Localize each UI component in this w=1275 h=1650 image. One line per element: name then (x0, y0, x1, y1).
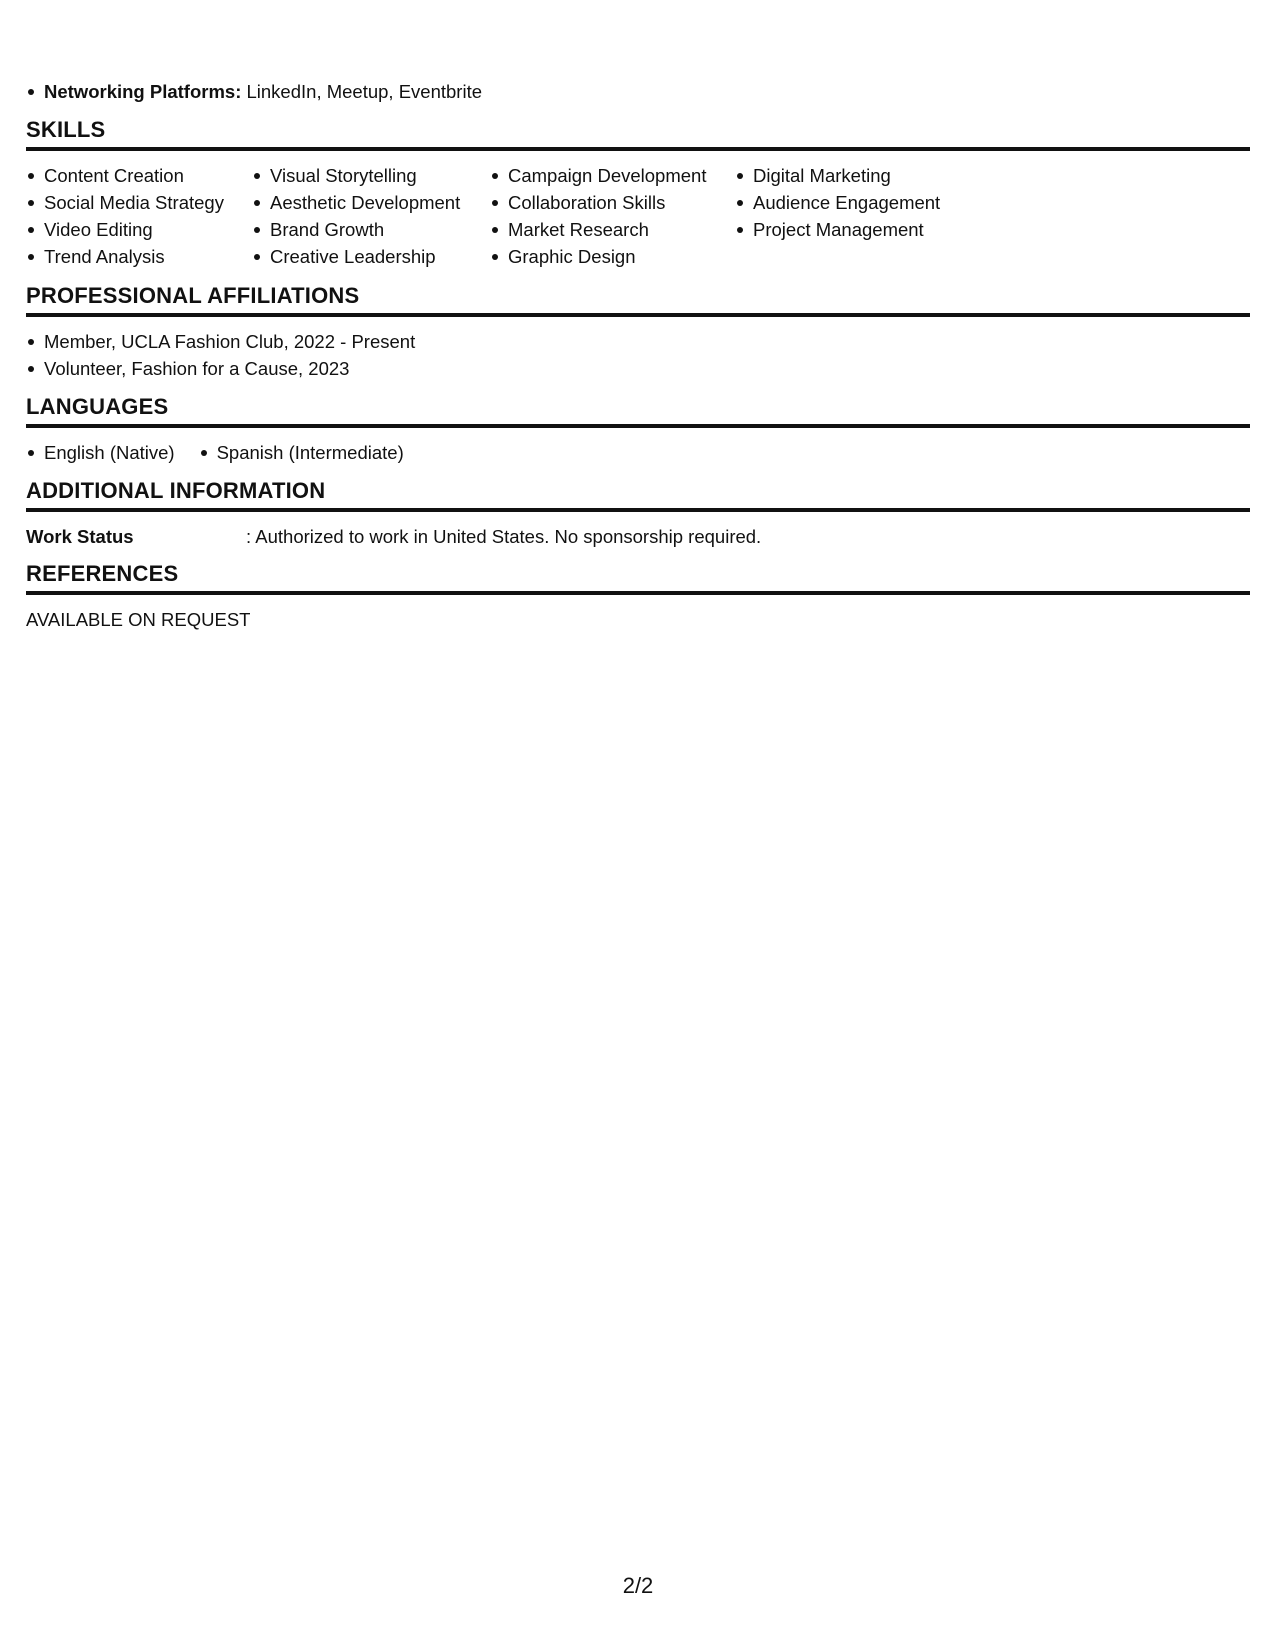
references-text: AVAILABLE ON REQUEST (26, 609, 251, 630)
skill-item: Audience Engagement (735, 189, 975, 216)
skills-heading: SKILLS (26, 116, 1250, 151)
skill-item: Visual Storytelling (252, 162, 490, 189)
page-number: 2/2 (622, 1573, 654, 1598)
skill-item: Digital Marketing (735, 162, 975, 189)
skill-item: Social Media Strategy (26, 189, 252, 216)
work-status-row (26, 523, 761, 550)
work-status-value: : Authorized to work in United States. No sponsorship required. (246, 526, 762, 547)
additional-info-heading: ADDITIONAL INFORMATION (26, 477, 1250, 512)
skills-column (735, 162, 975, 270)
skill-item: Market Research (490, 216, 735, 243)
skills-column (252, 162, 490, 270)
language-item: English (Native) (26, 439, 175, 466)
references-heading: REFERENCES (26, 560, 1250, 595)
skill-item: Trend Analysis (26, 243, 252, 270)
skill-item: Video Editing (26, 216, 252, 243)
affiliations-heading: PROFESSIONAL AFFILIATIONS (26, 282, 1250, 317)
affiliations-list (26, 328, 415, 382)
networking-label: Networking Platforms: (44, 81, 242, 102)
networking-list (26, 78, 482, 105)
languages-heading: LANGUAGES (26, 393, 1250, 428)
networking-platforms-item (26, 78, 482, 105)
skill-item: Brand Growth (252, 216, 490, 243)
work-status-label: Work Status (26, 526, 134, 547)
language-item: Spanish (Intermediate) (199, 439, 404, 466)
skill-item: Campaign Development (490, 162, 735, 189)
languages-list (26, 439, 428, 466)
resume-page (26, 0, 1250, 1650)
skill-item: Graphic Design (490, 243, 735, 270)
skills-grid (26, 162, 975, 270)
networking-value: LinkedIn, Meetup, Eventbrite (241, 81, 483, 102)
affiliation-item: Volunteer, Fashion for a Cause, 2023 (26, 355, 415, 382)
skill-item: Aesthetic Development (252, 189, 490, 216)
affiliation-item: Member, UCLA Fashion Club, 2022 - Present (26, 328, 415, 355)
skill-item: Project Management (735, 216, 975, 243)
skill-item: Collaboration Skills (490, 189, 735, 216)
skills-column (490, 162, 735, 270)
skill-item: Creative Leadership (252, 243, 490, 270)
skill-item: Content Creation (26, 162, 252, 189)
skills-column (26, 162, 252, 270)
